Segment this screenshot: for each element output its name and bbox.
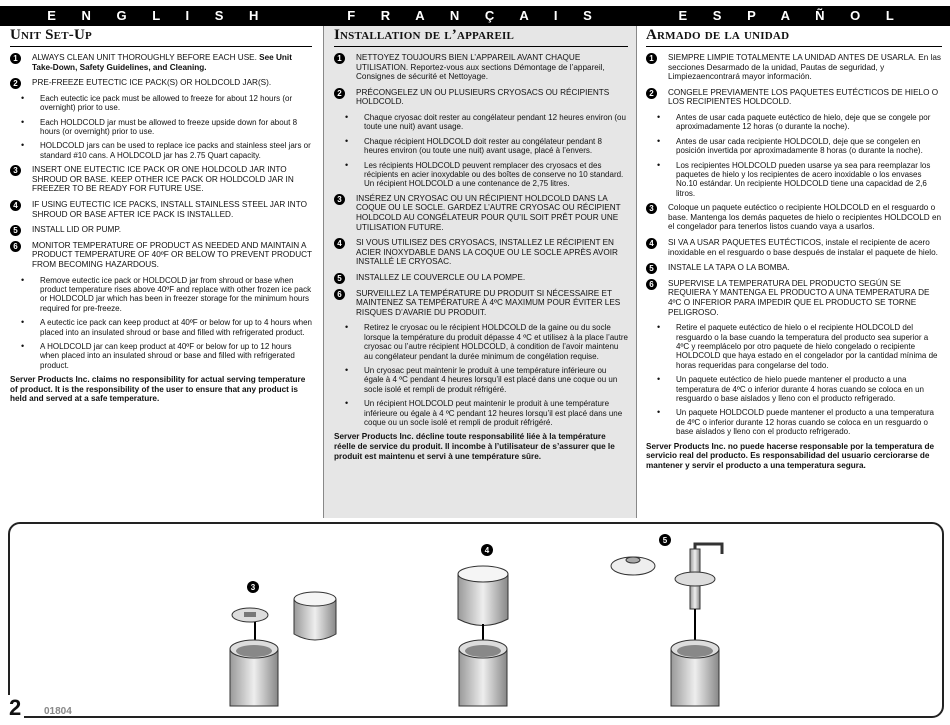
bullet-item: • Retire el paquete eutéctico de hielo o el recipiente HOLDCOLD del resguardo o la base cuando la temperatura del producto sea superior a 4ºC y reemplácelo por otro paquete de hielo congelado o recipiente HOLDCOLD que haya estado en el congelador por la cantidad mínima de horas requeridas para congelarse del todo. <box>646 323 942 370</box>
step-4 <box>646 238 942 257</box>
step-number: 4 <box>334 238 345 249</box>
step-number: 3 <box>334 194 345 205</box>
step-3 <box>334 194 628 232</box>
lang-french: F R A N Ç A I S <box>347 8 603 23</box>
step-number: 5 <box>10 225 21 236</box>
step-text: INSTALE LA TAPA O LA BOMBA. <box>668 263 790 273</box>
step-number: 6 <box>646 279 657 290</box>
step-text: PRÉCONGELEZ UN OU PLUSIEURS CRYOSACS OU RÉCIPIENTS HOLDCOLD. <box>356 87 610 107</box>
figure-3-label: 3 <box>250 583 256 592</box>
step-1 <box>10 53 312 72</box>
figure-5-label: 5 <box>662 536 668 545</box>
step-text: Coloque un paquete eutéctico o recipiente HOLDCOLD en el resguardo o base. Mantenga los demás paquetes de hielo o recipientes HOLDCOLD en el congelador para tenerlos listos cuando vaya a usarlos. <box>668 203 942 232</box>
step-number: 3 <box>646 203 657 214</box>
step-4 <box>334 238 628 267</box>
step-text: SUPERVISE LA TEMPERATURA DEL PRODUCTO SEGÚN SE REQUIERA Y MANTENGA EL PRODUCTO A UNA TEMPERATURA DE 4ºC O INFERIOR PARA IMPEDIR QUE EL PRODUCTO SE TORNE PELIGROSO. <box>668 278 930 317</box>
disclaimer-note: Server Products Inc. no puede hacerse responsable por la temperatura de servicio real del producto. Es responsabilidad del usuario cerciorarse de mantener y servir el producto a una temperatura segura. <box>646 441 935 470</box>
step-text: INSTALLEZ LE COUVERCLE OU LA POMPE. <box>356 272 526 282</box>
bullet-item: • Retirez le cryosac ou le récipient HOLDCOLD de la gaine ou du socle lorsque la température du produit dépasse 4 ºC et utilisez à la place l’autre cryosac ou l’autre récipient HOLDCOLD, à condition de l’avoir maintenu au congélateur pendant la durée minimum de congélation requise. <box>334 323 628 361</box>
step-4 <box>10 200 312 219</box>
step-number: 1 <box>646 53 657 64</box>
step-text: NETTOYEZ TOUJOURS BIEN L’APPAREIL AVANT CHAQUE UTILISATION. Reportez-vous aux sections Démontage de l’appareil, Consignes de sécurité et Nettoyage. <box>356 53 605 82</box>
step-text: ALWAYS CLEAN UNIT THOROUGHLY BEFORE EACH USE. <box>32 53 260 62</box>
step-1 <box>334 53 628 82</box>
step-text: INSÉREZ UN CRYOSAC OU UN RÉCIPIENT HOLDCOLD DANS LA COQUE OU LE SOCLE. GARDEZ L’AUTRE CRYOSAC OU RÉCIPIENT HOLDCOLD AU CONGÉLATEUR POUR QU’IL SOIT PRÊT POUR UNE UTILISATION FUTURE. <box>356 193 621 232</box>
bullet-item: • Chaque récipient HOLDCOLD doit rester au congélateur pendant 8 heures environ (ou toute une nuit) avant usage, placé à l’envers. <box>334 137 628 156</box>
language-header-bar <box>0 6 950 26</box>
step-text-bold: See Unit Take-Down, Safety Guidelines, and Cleaning. <box>32 53 292 72</box>
bullet-item: • Chaque cryosac doit rester au congélateur pendant 12 heures environ (ou toute une nuit) avant usage. <box>334 113 628 132</box>
section-title: Installation de l’appareil <box>334 27 628 47</box>
document-code: 01804 <box>44 706 72 717</box>
step-text: PRE-FREEZE EUTECTIC ICE PACK(S) OR HOLDCOLD JAR(S). <box>32 78 272 88</box>
step-text: MONITOR TEMPERATURE OF PRODUCT AS NEEDED AND MAINTAIN A PRODUCT TEMPERATURE OF 40ºF OR BELOW TO PREVENT PRODUCT FROM BECOMING HAZARDOUS. <box>32 240 312 269</box>
step-text: SI VOUS UTILISEZ DES CRYOSACS, INSTALLEZ LE RÉCIPIENT EN ACIER INOXYDABLE DANS LA COQUE OU LE SOCLE APRÈS AVOIR INSTALLÉ LE CRYOSAC. <box>356 238 618 267</box>
spanish-column <box>636 26 950 518</box>
step-3 <box>10 165 312 194</box>
bullet-item: • Los recipientes HOLDCOLD pueden usarse ya sea para reemplazar los paquetes de hielo y los recipientes de acero inoxidable o los envases No.10 estándar. Un recipiente HOLDCOLD tiene una capacidad de 2,6 litros. <box>646 161 942 199</box>
step-text: INSTALL LID OR PUMP. <box>32 225 122 235</box>
step-3 <box>646 203 942 232</box>
disclaimer-note: Server Products Inc. décline toute responsabilité liée à la température réelle de service du produit. Il incombe à l’utilisateur de s’assurer que le produit est maintenu et servi à une température sûre. <box>334 432 615 461</box>
french-column <box>324 26 636 518</box>
step-number: 1 <box>10 53 21 64</box>
step-number: 4 <box>10 200 21 211</box>
step-5 <box>10 225 312 235</box>
step-text: CONGELE PREVIAMENTE LOS PAQUETES EUTÉCTICOS DE HIELO O LOS RECIPIENTES HOLDCOLD. <box>668 87 939 107</box>
step-6 <box>646 279 942 317</box>
step-number: 1 <box>334 53 345 64</box>
bullet-item: • Remove eutectic ice pack or HOLDCOLD jar from shroud or base when product temperature rises above 40ºF and replace with other frozen ice pack or HOLDCOLD jar which has been in freezer storage for the minimum hours required for pre-freeze. <box>10 276 312 314</box>
step-number: 5 <box>334 273 345 284</box>
step-2 <box>10 78 312 88</box>
figure-4-label: 4 <box>484 546 490 555</box>
step-number: 6 <box>10 241 21 252</box>
lang-english: E N G L I S H <box>47 8 270 23</box>
bullet-item: • Antes de usar cada recipiente HOLDCOLD, deje que se congelen en posición invertida por aproximadamente 8 horas (o durante la noche). <box>646 137 942 156</box>
ice-pack-handle <box>244 612 256 617</box>
bullet-item: • HOLDCOLD jars can be used to replace ice packs and stainless steel jars or standard #10 cans. A HOLDCOLD jar has 2.75 Quart capacity. <box>10 141 312 160</box>
section-title: Unit Set-Up <box>10 27 312 47</box>
step-6 <box>10 241 312 270</box>
page-number: 2 <box>6 695 24 721</box>
step-text: INSERT ONE EUTECTIC ICE PACK OR ONE HOLDCOLD JAR INTO SHROUD OR BASE. KEEP OTHER ICE PACK OR HOLDCOLD JAR IN FREEZER TO BE READY FOR FUTURE USE. <box>32 165 294 194</box>
step-number: 2 <box>10 78 21 89</box>
bullet-item: • A eutectic ice pack can keep product at 40ºF or below for up to 4 hours when placed into an insulated shroud or base and filled with refrigerated product. <box>10 318 312 337</box>
step-number: 6 <box>334 289 345 300</box>
step-number: 3 <box>10 165 21 176</box>
step-text: IF USING EUTECTIC ICE PACKS, INSTALL STAINLESS STEEL JAR INTO SHROUD OR BASE AFTER ICE PACK IS INSTALLED. <box>32 200 307 219</box>
english-column <box>0 26 320 518</box>
section-title: Armado de la unidad <box>646 27 942 47</box>
step-5 <box>334 273 628 283</box>
step-number: 4 <box>646 238 657 249</box>
step-2 <box>334 88 628 107</box>
figure-5-install-pump <box>611 534 722 706</box>
bullet-item: • Un paquete HOLDCOLD puede mantener el producto a una temperatura de 4ºC o inferior durante 12 horas cuando se coloca en un resguardo o base aislados y lleno con el producto refrigerado. <box>646 408 942 436</box>
step-5 <box>646 263 942 273</box>
figure-3-insert-jar <box>230 581 336 706</box>
bullet-item: • Un paquete eutéctico de hielo puede mantener el producto a una temperatura de 4ºC o inferior durante 4 horas cuando se coloca en un resguardo o base aislados y lleno con el producto refrigerado. <box>646 375 942 403</box>
bullet-item: • Antes de usar cada paquete eutéctico de hielo, deje que se congele por aproximadamente 12 horas (o durante la noche). <box>646 113 942 132</box>
step-text: SI VA A USAR PAQUETES EUTÉCTICOS, instale el recipiente de acero inoxidable en el resguardo o base después de instalar el paquete de hielo. <box>668 238 938 257</box>
bullet-item: • Un récipient HOLDCOLD peut maintenir le produit à une température inférieure ou égale à 4 ºC pendant 12 heures lorsqu’il est placé dans une coque ou un socle isolé et rempli de produit réfrigéré. <box>334 399 628 427</box>
bullet-item: • A HOLDCOLD jar can keep product at 40ºF or below for up to 12 hours when placed into an insulated shroud or base and filled with refrigerated product. <box>10 342 312 370</box>
bullet-item: • Les récipients HOLDCOLD peuvent remplacer des cryosacs et des récipients en acier inoxydable ou des boîtes de conserve no 10 standard. Un récipient HOLDCOLD a une contenance de 2,75 litres. <box>334 161 628 189</box>
step-1 <box>646 53 942 82</box>
bullet-item: • Each HOLDCOLD jar must be allowed to freeze upside down for about 8 hours (or overnight) prior to use. <box>10 118 312 137</box>
step-number: 2 <box>334 88 345 99</box>
step-2 <box>646 88 942 107</box>
assembly-illustrations <box>10 524 941 715</box>
lang-spanish: E S P A Ñ O L <box>678 8 905 23</box>
bullet-item: • Un cryosac peut maintenir le produit à une température inférieure ou égale à 4 ºC pendant 4 heures lorsqu’il est placé dans une coque ou un socle isolé et rempli de produit réfrigéré. <box>334 366 628 394</box>
step-number: 5 <box>646 263 657 274</box>
step-text: SIEMPRE LIMPIE TOTALMENTE LA UNIDAD ANTES DE USARLA. En las secciones Desarmado de la unidad, Pautas de seguridad, y Limpiezaencontrará mayor información. <box>668 53 941 82</box>
disclaimer-note: Server Products Inc. claims no responsibility for actual serving temperature of product. It is the responsibility of the user to ensure that any product is held and served at a safe temperature. <box>10 375 306 404</box>
illustration-panel <box>8 522 944 718</box>
step-6 <box>334 289 628 318</box>
step-number: 2 <box>646 88 657 99</box>
step-text: SURVEILLEZ LA TEMPÉRATURE DU PRODUIT SI NÉCESSAIRE ET MAINTENEZ SA TEMPÉRATURE À 4ºC MAXIMUM POUR ÉVITER LES RISQUES D’AVARIE DU PRODUIT. <box>356 288 621 317</box>
figure-4-install-jar <box>458 544 508 706</box>
bullet-item: • Each eutectic ice pack must be allowed to freeze for about 12 hours (or overnight) prior to use. <box>10 94 312 113</box>
